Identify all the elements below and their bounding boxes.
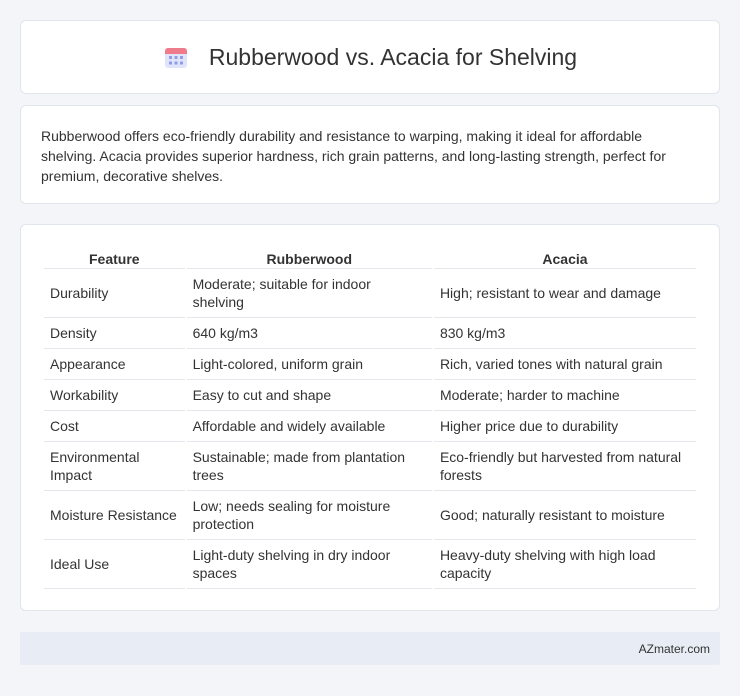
feature-cell: Moisture Resistance: [44, 491, 185, 540]
rubberwood-cell: Light-duty shelving in dry indoor spaces: [187, 540, 432, 589]
table-header-row: [44, 245, 696, 269]
table-row: [44, 269, 696, 318]
table-row: [44, 540, 696, 589]
footer: [20, 632, 720, 665]
title-card: [20, 20, 720, 94]
acacia-cell: Good; naturally resistant to moisture: [434, 491, 696, 540]
rubberwood-cell: Moderate; suitable for indoor shelving: [187, 269, 432, 318]
acacia-cell: High; resistant to wear and damage: [434, 269, 696, 318]
feature-cell: Ideal Use: [44, 540, 185, 589]
feature-cell: Workability: [44, 380, 185, 411]
intro-text: Rubberwood offers eco-friendly durability and resistance to warping, making it ideal for affordable shelving. Acacia provides superior hardness, rich grain patterns, and long-lasting strength, perfect for premium, decorative shelves.: [41, 128, 666, 184]
title-wrap: [163, 44, 577, 71]
header-rubberwood: Rubberwood: [187, 245, 432, 269]
feature-cell: Density: [44, 318, 185, 349]
acacia-cell: Moderate; harder to machine: [434, 380, 696, 411]
header-acacia: Acacia: [434, 245, 696, 269]
comparison-card: [20, 224, 720, 611]
rubberwood-cell: 640 kg/m3: [187, 318, 432, 349]
feature-cell: Durability: [44, 269, 185, 318]
page-title: Rubberwood vs. Acacia for Shelving: [208, 43, 578, 70]
calendar-icon: [163, 44, 189, 70]
comparison-table: [42, 245, 698, 589]
rubberwood-cell: Easy to cut and shape: [187, 380, 432, 411]
table-row: [44, 411, 696, 442]
table-row: [44, 442, 696, 491]
rubberwood-cell: Low; needs sealing for moisture protection: [187, 491, 432, 540]
table-row: [44, 491, 696, 540]
table-row: [44, 380, 696, 411]
acacia-cell: Heavy-duty shelving with high load capacity: [434, 540, 696, 589]
acacia-cell: Higher price due to durability: [434, 411, 696, 442]
acacia-cell: 830 kg/m3: [434, 318, 696, 349]
acacia-cell: Rich, varied tones with natural grain: [434, 349, 696, 380]
intro-card: [20, 105, 720, 204]
table-row: [44, 349, 696, 380]
feature-cell: Appearance: [44, 349, 185, 380]
rubberwood-cell: Sustainable; made from plantation trees: [187, 442, 432, 491]
table-row: [44, 318, 696, 349]
feature-cell: Environmental Impact: [44, 442, 185, 491]
footer-credit: AZmater.com: [638, 641, 710, 656]
header-feature: Feature: [44, 245, 185, 269]
rubberwood-cell: Affordable and widely available: [187, 411, 432, 442]
rubberwood-cell: Light-colored, uniform grain: [187, 349, 432, 380]
acacia-cell: Eco-friendly but harvested from natural forests: [434, 442, 696, 491]
feature-cell: Cost: [44, 411, 185, 442]
